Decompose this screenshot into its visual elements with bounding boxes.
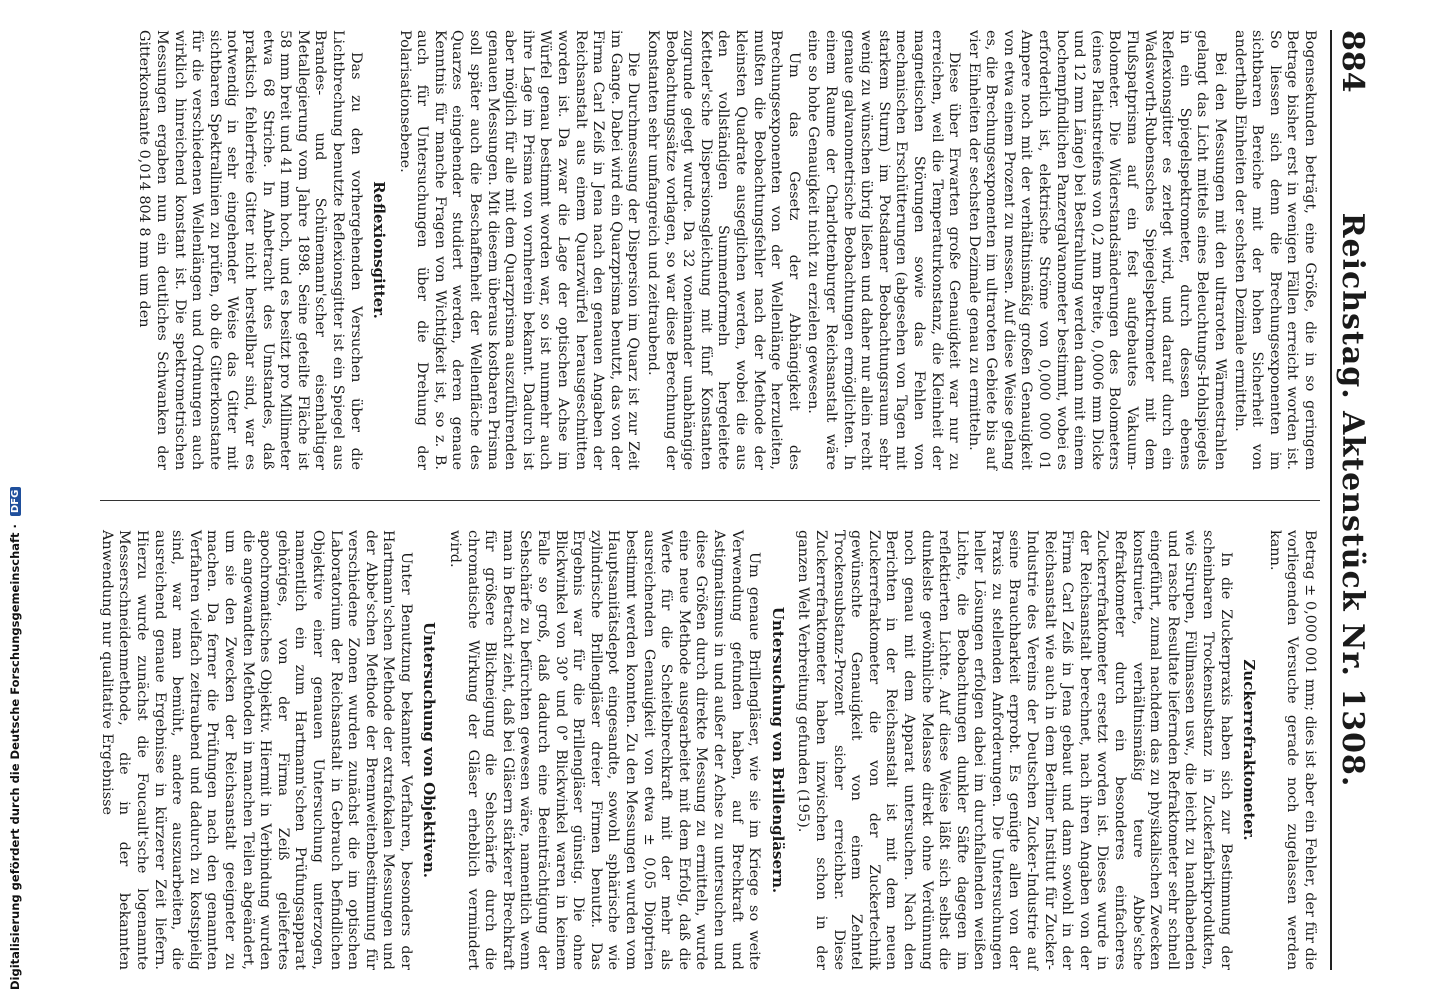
credit-text: Digitalisierung gefördert durch die Deutsche Forschungsgemeinschaft · bbox=[8, 524, 22, 990]
section-heading: Untersuchung von Brillengläsern. bbox=[768, 606, 787, 894]
page-number: 884 bbox=[1335, 30, 1370, 93]
digitization-credit bbox=[8, 0, 26, 1000]
column-rule bbox=[100, 500, 1320, 501]
paragraph: Diese über Erwarten große Genauigkeit war nur zu erreichen, weil die Temperaturkonstanz, die Kleinheit der magnetischen Störungen sowie das Fehlen von mechanischen Erschütterungen (abgesehen von Tagen mit starkem Sturm) im Potsdamer Beobachtungsraum sehr wenig zu wünschen übrig ließen und daher nur allein recht genaue galvanometrische Beobachtungen ermöglichten. In einem Raume der Charlottenburger Reichsanstalt wäre eine so hohe Genauigkeit nicht zu erzielen gewesen. bbox=[805, 30, 963, 470]
section-heading: Zuckerrefraktometer. bbox=[1240, 659, 1259, 841]
rotated-content bbox=[78, 0, 1378, 1000]
paragraph: Die Durchmessung der Dispersion im Quarz ist zur Zeit im Gange. Dabei wird ein Quarzprisma benutzt, das von der Firma Carl Zeiß in Jena nach den genauen Angaben der Reichsanstalt aus einem Quarzwürfel herausgeschnitten worden ist. Da zwar die Lage der optischen Achse im Würfel genau bestimmt worden war, so ist nunmehr auch ihre Lage im Prisma von vornherein bekannt. Dadurch ist aber möglich für alle mit dem Quarzprisma auszuführenden genauen Messungen. Mit diesem überaus kostbaren Prisma soll später auch die Beschaffenheit der Wellenfläche des Quarzes eingehender studiert werden, deren genaue Kenntnis für manche Fragen von Wichtigkeit ist, so z. B. auch für Untersuchungen über die Drehung der Polarisationsebene. bbox=[396, 30, 642, 470]
paragraph: Bei den Messungen mit den ultraroten Wärmestrahlen gelangt das Licht mittels eines Beleuchtungs-Hohlspiegels in ein Spiegelspektrometer, durch dessen ebenes Reflexionsgitter es zerlegt wird, und darauf durch ein Wadsworth-Rubenssches Spiegelspektrometer mit dem Flußspatprisma auf ein fest aufgebautes Vakuum-Bolometer. Die Widerstandsänderungen des Bolometers (eines Platinstreifens von 0,2 mm Breite, 0,0006 mm Dicke und 12 mm Länge) bei Bestrahlung werden dann mit einem hochempfindlichen Panzergalvanometer bestimmt, wobei es erforderlich ist, elektrische Ströme von 0,000 000 01 Ampere noch mit der verhältnismäßig großen Genauigkeit von etwa einem Prozent zu messen. Auf diese Weise gelang es, die Brechungsexponenten im ultraroten Gebiete bis auf vier Einheiten der sechsten Dezimale genau zu ermitteln. bbox=[965, 30, 1229, 470]
paragraph: Bogensekunden beträgt, eine Größe, die in so geringem Betrage bisher erst in wenigen Fällen erreicht worden ist. So liessen sich denn die Brechungsexponenten im sichtbaren Bereiche mit der hohen Sicherheit von anderthalb Einheiten der sechsten Dezimale ermitteln. bbox=[1231, 30, 1318, 470]
section-heading: Untersuchung von Objektiven. bbox=[420, 621, 439, 879]
dfg-logo: DFG bbox=[10, 487, 21, 516]
paragraph: In die Zuckerpraxis haben sich zur Bestimmung der scheinbaren Trockensubstanz in Zuckerfabrikprodukten, wie Sirupen, Füllmassen usw., die leicht zu handhabenden und rasche Resultate liefernden Refraktometer sehr schnell eingeführt, zumal nachdem das zu physikalischen Zwecken konstruierte, verhältnismäßig teure Abbe'sche Refraktometer durch ein besonderes einfacheres Zuckerrefraktometer ersetzt worden ist. Dieses wurde in der Reichsanstalt berechnet, nach ihren Angaben von der Firma Carl Zeiß in Jena gebaut und dann sowohl in der Reichsanstalt wie auch in dem Berliner Institut für Zucker-Industrie des Vereins der Deutschen Zucker-Industrie auf seine Brauchbarkeit erprobt. Es genügte allen von der Praxis zu stellenden Anforderungen. Die Untersuchungen heller Lösungen erfolgen dabei im durchfallenden weißen Lichte, die Beobachtungen dunkler Säfte dagegen im reflektierten Lichte. Auf diese Weise läßt sich selbst die dunkelste gewöhnliche Melasse direkt ohne Verdünnung noch genau mit dem Apparat untersuchen. Nach den Berichten in der Reichsanstalt ist mit dem neuen Zuckerrefraktometer die von der Zuckertechnik gewünschte Genauigkeit von einem Zehntel Trockensubstanz-Prozent sicher erreichbar. Diese Zuckerrefraktometer haben inzwischen schon in der ganzen Welt Verbreitung gefunden (195). bbox=[795, 530, 1234, 970]
paragraph: Um das Gesetz der Abhängigkeit des Brechungsexponenten von der Wellenlänge herzuleiten, mußten die Beobachtungsfehler nach der Methode der kleinsten Quadrate ausgeglichen werden, wobei die aus den vollständigen Summenformeln hergeleitete Ketteler'sche Dispersionsgleichung mit fünf Konstanten zugrunde gelegt wurde. Da 32 voneinander unabhängige Beobachtungssätze vorlagen, so war diese Berechnung der Konstanten sehr umfangreich und zeitraubend. bbox=[645, 30, 802, 470]
paragraph: Unter Benutzung bekannter Verfahren, besonders der Hartmann'schen Methode der extrafokalen Messungen und der Abbe'schen Methode der Brennweitenbestimmung für verschiedene Zonen wurden zunächst die im optischen Laboratorium der Reichsanstalt in Gebrauch befindlichen Objektive einer genauen Untersuchung unterzogen, namentlich ein zum Hartmann'schen Prüfungsapparat gehöriges, von der Firma Zeiß geliefertes apochromatisches Objektiv. Hiermit in Verbindung wurden die angewandten Methoden in manchen Teilen abgeändert, um sie den Zwecken der Reichsanstalt geeigneter zu machen. Da ferner die Prüfungen nach den genannten Verfahren vielfach zeitraubend und dadurch zu kostspielig sind, war man bemüht, andere auszuarbeiten, die ausreichend genaue Ergebnisse in kürzerer Zeit liefern. Hierzu wurde zunächst die Foucault'sche logenannte Messerschneidenmethode, die in der bekannten Anwendung nur qualitative Ergebnisse bbox=[98, 530, 414, 970]
paragraph: Um genaue Brillengläser, wie sie im Kriege so weite Verwendung gefunden haben, auf Brechkraft und Astigmatismus in und außer der Achse zu untersuchen und diese Größen durch direkte Messung zu ermitteln, wurde eine neue Methode ausgearbeitet mit dem Erfolg, daß die Werte für die Scheitelbrechkraft mit der mehr als ausreichenden Genauigkeit von etwa ± 0,05 Dioptrien bestimmt werden konnten. Zu den Messungen wurden vom Hauptsanitätsdepot eingesandte, sowohl sphärische wie zylindrische Brillengläser dreier Firmen benutzt. Das Ergebnis war für die Brillengläser günstig. Die ohne Blickwinkel von 30° und 0° Blickwinkel waren in keinem Falle so groß, daß dadurch eine Beeinträchtigung der Sehschärfe zu befürchten gewesen wäre, namentlich wenn man in Betracht zieht, daß bei Gläsern stärkerer Brechkraft für größere Blickneigung die Sehschärfe durch die chromatische Wirkung der Gläser erheblich vermindert wird. bbox=[447, 530, 763, 970]
running-head: Reichstag. Aktenstück Nr. 1308. bbox=[1335, 212, 1370, 788]
paragraph: Das zu den vorhergehenden Versuchen über die Lichtbrechung benutzte Reflexionsgitter ist ein Spiegel aus Brandes- und Schünemann'scher eisenhaltiger Metallegierung vom Jahre 1898. Seine geteilte Fläche ist 58 mm breit und 41 mm hoch, und es besitzt pro Millimeter etwa 68 Striche. In Anbetracht des Umstandes, daß praktisch fehlerfreie Gitter nicht herstellbar sind, war es notwendig in sehr eingehender Weise das Gitter mit sichtbaren Spektrallinien zu prüfen, ob die Gitterkonstante für die verschiedenen Wellenlängen und Ordnungen auch wirklich hinreichend konstant ist. Die spektrometrischen Messungen ergaben nun ein deutliches Schwanken der Gitterkonstante 0,014 804 8 mm um den bbox=[136, 30, 364, 470]
section-heading: Reflexionsgitter. bbox=[370, 181, 389, 319]
left-column bbox=[103, 30, 1318, 470]
paragraph: Betrag ± 0,000 001 mm; dies ist aber ein Fehler, der für die vorliegenden Versuche gerade noch zugelassen werden kann. bbox=[1266, 530, 1318, 970]
right-column bbox=[98, 530, 1318, 970]
page-header bbox=[1330, 30, 1372, 970]
